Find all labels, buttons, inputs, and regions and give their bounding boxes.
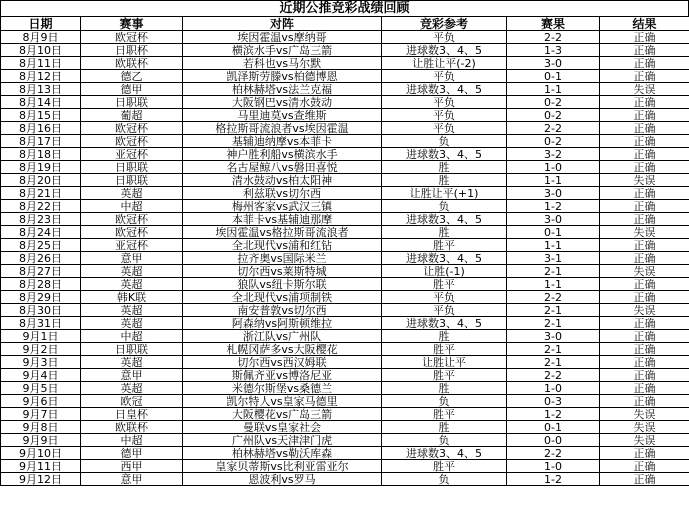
cell-competition: 日职联 <box>81 161 183 174</box>
cell-date: 8月22日 <box>1 200 81 213</box>
cell-match: 横滨水手vs广岛三箭 <box>183 44 382 57</box>
cell-outcome: 失误 <box>600 83 689 96</box>
table-row <box>1 369 689 382</box>
cell-competition: 欧冠 <box>81 395 183 408</box>
cell-recommendation: 让胜(-1) <box>382 265 507 278</box>
cell-date: 9月1日 <box>1 330 81 343</box>
table-row <box>1 70 689 83</box>
cell-date: 8月31日 <box>1 317 81 330</box>
cell-competition: 德甲 <box>81 447 183 460</box>
cell-recommendation: 胜 <box>382 226 507 239</box>
cell-outcome: 失误 <box>600 408 689 421</box>
cell-outcome: 正确 <box>600 356 689 369</box>
cell-competition: 欧冠杯 <box>81 31 183 44</box>
cell-outcome: 正确 <box>600 70 689 83</box>
cell-date: 8月19日 <box>1 161 81 174</box>
cell-match: 切尔西vs莱斯特城 <box>183 265 382 278</box>
cell-date: 9月6日 <box>1 395 81 408</box>
cell-competition: 亚冠杯 <box>81 148 183 161</box>
table-row <box>1 252 689 265</box>
cell-score: 0-2 <box>507 96 600 109</box>
cell-score: 3-2 <box>507 148 600 161</box>
cell-date: 9月7日 <box>1 408 81 421</box>
cell-date: 8月17日 <box>1 135 81 148</box>
cell-score: 2-2 <box>507 369 600 382</box>
cell-date: 8月14日 <box>1 96 81 109</box>
cell-outcome: 正确 <box>600 161 689 174</box>
cell-recommendation: 进球数3、4、5 <box>382 213 507 226</box>
table-body <box>1 31 689 486</box>
cell-recommendation: 胜平 <box>382 460 507 473</box>
cell-date: 9月8日 <box>1 421 81 434</box>
cell-match: 利兹联vs切尔西 <box>183 187 382 200</box>
cell-competition: 中超 <box>81 200 183 213</box>
cell-score: 1-3 <box>507 44 600 57</box>
table-row <box>1 31 689 44</box>
cell-outcome: 正确 <box>600 44 689 57</box>
cell-date: 8月28日 <box>1 278 81 291</box>
cell-date: 9月2日 <box>1 343 81 356</box>
cell-outcome: 失误 <box>600 421 689 434</box>
cell-outcome: 正确 <box>600 330 689 343</box>
cell-recommendation: 胜 <box>382 174 507 187</box>
cell-match: 拉齐奥vs国际米兰 <box>183 252 382 265</box>
cell-competition: 日皇杯 <box>81 408 183 421</box>
cell-score: 0-1 <box>507 226 600 239</box>
cell-recommendation: 让胜让平 <box>382 356 507 369</box>
cell-score: 1-0 <box>507 382 600 395</box>
cell-outcome: 正确 <box>600 317 689 330</box>
cell-recommendation: 平负 <box>382 96 507 109</box>
cell-match: 切尔西vs西汉姆联 <box>183 356 382 369</box>
cell-recommendation: 平负 <box>382 31 507 44</box>
cell-score: 2-2 <box>507 122 600 135</box>
cell-match: 浙江队vs广州队 <box>183 330 382 343</box>
cell-competition: 韩K联 <box>81 291 183 304</box>
cell-date: 8月30日 <box>1 304 81 317</box>
table-row <box>1 174 689 187</box>
cell-date: 8月23日 <box>1 213 81 226</box>
table-row <box>1 343 689 356</box>
cell-date: 8月25日 <box>1 239 81 252</box>
cell-recommendation: 负 <box>382 434 507 447</box>
cell-competition: 意甲 <box>81 369 183 382</box>
cell-score: 2-2 <box>507 447 600 460</box>
cell-score: 3-0 <box>507 57 600 70</box>
cell-date: 9月12日 <box>1 473 81 486</box>
cell-competition: 西甲 <box>81 460 183 473</box>
cell-date: 8月16日 <box>1 122 81 135</box>
column-header-date: 日期 <box>1 17 81 31</box>
cell-recommendation: 胜 <box>382 382 507 395</box>
cell-score: 2-2 <box>507 291 600 304</box>
cell-date: 9月11日 <box>1 460 81 473</box>
cell-competition: 欧联杯 <box>81 57 183 70</box>
cell-score: 1-2 <box>507 408 600 421</box>
cell-date: 8月27日 <box>1 265 81 278</box>
table-row <box>1 434 689 447</box>
cell-outcome: 失误 <box>600 434 689 447</box>
cell-competition: 欧冠杯 <box>81 213 183 226</box>
table-row <box>1 57 689 70</box>
cell-match: 米德尔斯堡vs桑德兰 <box>183 382 382 395</box>
cell-match: 柏林赫塔vs勒沃库森 <box>183 447 382 460</box>
cell-score: 1-1 <box>507 239 600 252</box>
cell-date: 9月4日 <box>1 369 81 382</box>
cell-match: 神户胜利船vs横滨水手 <box>183 148 382 161</box>
cell-match: 凯泽斯劳滕vs柏德博恩 <box>183 70 382 83</box>
table-row <box>1 96 689 109</box>
cell-competition: 英超 <box>81 304 183 317</box>
cell-recommendation: 负 <box>382 200 507 213</box>
column-header-outcome: 结果 <box>600 17 689 31</box>
cell-recommendation: 让胜让平(-2) <box>382 57 507 70</box>
column-header-score: 赛果 <box>507 17 600 31</box>
cell-outcome: 正确 <box>600 200 689 213</box>
cell-outcome: 失误 <box>600 304 689 317</box>
cell-match: 埃因霍温vs格拉斯哥流浪者 <box>183 226 382 239</box>
cell-match: 马里迪莫vs查维斯 <box>183 109 382 122</box>
cell-competition: 德甲 <box>81 83 183 96</box>
table-row <box>1 356 689 369</box>
cell-match: 名古屋鲸八vs磐田喜悦 <box>183 161 382 174</box>
cell-outcome: 失误 <box>600 174 689 187</box>
cell-competition: 英超 <box>81 356 183 369</box>
cell-match: 梅州客家vs武汉三镇 <box>183 200 382 213</box>
cell-recommendation: 进球数3、4、5 <box>382 148 507 161</box>
cell-score: 1-0 <box>507 460 600 473</box>
table-row <box>1 44 689 57</box>
table-row <box>1 265 689 278</box>
cell-outcome: 正确 <box>600 291 689 304</box>
cell-competition: 意甲 <box>81 252 183 265</box>
cell-date: 8月20日 <box>1 174 81 187</box>
cell-date: 9月9日 <box>1 434 81 447</box>
cell-outcome: 正确 <box>600 278 689 291</box>
cell-outcome: 正确 <box>600 135 689 148</box>
table-row <box>1 291 689 304</box>
cell-match: 格拉斯哥流浪者vs埃因霍温 <box>183 122 382 135</box>
cell-competition: 德乙 <box>81 70 183 83</box>
table-row <box>1 148 689 161</box>
cell-score: 0-1 <box>507 70 600 83</box>
cell-match: 札幌冈萨多vs大阪樱花 <box>183 343 382 356</box>
table-row <box>1 135 689 148</box>
cell-outcome: 正确 <box>600 369 689 382</box>
table-row <box>1 278 689 291</box>
cell-competition: 欧冠杯 <box>81 226 183 239</box>
cell-outcome: 正确 <box>600 460 689 473</box>
cell-date: 8月24日 <box>1 226 81 239</box>
cell-match: 基辅迪纳摩vs本菲卡 <box>183 135 382 148</box>
cell-score: 1-2 <box>507 200 600 213</box>
cell-score: 2-1 <box>507 317 600 330</box>
table-row <box>1 83 689 96</box>
cell-date: 8月18日 <box>1 148 81 161</box>
cell-recommendation: 进球数3、4、5 <box>382 447 507 460</box>
cell-score: 3-0 <box>507 187 600 200</box>
cell-outcome: 正确 <box>600 447 689 460</box>
cell-match: 全北现代vs浦和红钻 <box>183 239 382 252</box>
cell-match: 大阪樱花vs广岛三箭 <box>183 408 382 421</box>
cell-date: 8月21日 <box>1 187 81 200</box>
cell-match: 凯尔特人vs皇家马德里 <box>183 395 382 408</box>
cell-competition: 英超 <box>81 317 183 330</box>
cell-match: 阿森纳vs阿斯顿维拉 <box>183 317 382 330</box>
cell-match: 广州队vs天津津门虎 <box>183 434 382 447</box>
table-row <box>1 122 689 135</box>
table-row <box>1 200 689 213</box>
cell-competition: 意甲 <box>81 473 183 486</box>
cell-outcome: 正确 <box>600 187 689 200</box>
cell-match: 狼队vs纽卡斯尔联 <box>183 278 382 291</box>
cell-match: 若科也vs马尔默 <box>183 57 382 70</box>
cell-competition: 欧冠杯 <box>81 122 183 135</box>
cell-date: 8月10日 <box>1 44 81 57</box>
cell-date: 8月13日 <box>1 83 81 96</box>
cell-match: 曼联vs皇家社会 <box>183 421 382 434</box>
cell-match: 皇家贝蒂斯vs比利亚雷亚尔 <box>183 460 382 473</box>
cell-competition: 葡超 <box>81 109 183 122</box>
cell-outcome: 失误 <box>600 265 689 278</box>
cell-match: 南安普敦vs切尔西 <box>183 304 382 317</box>
cell-date: 8月29日 <box>1 291 81 304</box>
table-row <box>1 187 689 200</box>
table-row <box>1 460 689 473</box>
cell-score: 2-1 <box>507 356 600 369</box>
cell-competition: 英超 <box>81 382 183 395</box>
cell-outcome: 正确 <box>600 148 689 161</box>
cell-recommendation: 进球数3、4、5 <box>382 252 507 265</box>
cell-recommendation: 胜 <box>382 330 507 343</box>
cell-competition: 英超 <box>81 187 183 200</box>
cell-score: 1-1 <box>507 278 600 291</box>
table-row <box>1 382 689 395</box>
table-row <box>1 473 689 486</box>
cell-match: 斯佩齐亚vs博洛尼亚 <box>183 369 382 382</box>
cell-competition: 日职联 <box>81 343 183 356</box>
cell-date: 9月10日 <box>1 447 81 460</box>
cell-outcome: 正确 <box>600 473 689 486</box>
cell-date: 9月3日 <box>1 356 81 369</box>
cell-recommendation: 胜平 <box>382 278 507 291</box>
cell-score: 1-0 <box>507 161 600 174</box>
cell-recommendation: 平负 <box>382 122 507 135</box>
sheet-title: 近期公推竞彩战绩回顾 <box>0 0 689 17</box>
cell-date: 8月11日 <box>1 57 81 70</box>
table-row <box>1 109 689 122</box>
cell-date: 8月15日 <box>1 109 81 122</box>
cell-score: 2-2 <box>507 31 600 44</box>
cell-match: 恩波利vs罗马 <box>183 473 382 486</box>
cell-recommendation: 负 <box>382 135 507 148</box>
cell-score: 1-2 <box>507 473 600 486</box>
column-header-recommendation: 竞彩参考 <box>382 17 507 31</box>
cell-recommendation: 胜 <box>382 421 507 434</box>
cell-score: 0-3 <box>507 395 600 408</box>
cell-outcome: 正确 <box>600 109 689 122</box>
cell-match: 本菲卡vs基辅迪那摩 <box>183 213 382 226</box>
cell-recommendation: 负 <box>382 473 507 486</box>
cell-score: 1-1 <box>507 83 600 96</box>
cell-recommendation: 胜 <box>382 161 507 174</box>
cell-date: 8月12日 <box>1 70 81 83</box>
cell-outcome: 正确 <box>600 122 689 135</box>
cell-recommendation: 平负 <box>382 291 507 304</box>
cell-score: 1-1 <box>507 174 600 187</box>
cell-recommendation: 平负 <box>382 304 507 317</box>
cell-competition: 日职联 <box>81 96 183 109</box>
table-row <box>1 395 689 408</box>
cell-outcome: 正确 <box>600 213 689 226</box>
table-row <box>1 330 689 343</box>
cell-outcome: 正确 <box>600 57 689 70</box>
table-row <box>1 408 689 421</box>
cell-date: 8月26日 <box>1 252 81 265</box>
cell-outcome: 正确 <box>600 252 689 265</box>
cell-outcome: 正确 <box>600 239 689 252</box>
table-row <box>1 317 689 330</box>
table-row <box>1 226 689 239</box>
cell-recommendation: 平负 <box>382 109 507 122</box>
cell-score: 0-0 <box>507 434 600 447</box>
cell-score: 2-1 <box>507 343 600 356</box>
table-row <box>1 239 689 252</box>
cell-score: 3-0 <box>507 213 600 226</box>
table-row <box>1 213 689 226</box>
results-table <box>0 16 689 486</box>
cell-date: 9月5日 <box>1 382 81 395</box>
table-row <box>1 421 689 434</box>
cell-score: 2-1 <box>507 304 600 317</box>
cell-outcome: 正确 <box>600 31 689 44</box>
cell-score: 3-0 <box>507 330 600 343</box>
cell-score: 0-1 <box>507 421 600 434</box>
cell-recommendation: 进球数3、4、5 <box>382 317 507 330</box>
cell-score: 2-1 <box>507 265 600 278</box>
cell-match: 埃因霍温vs摩纳哥 <box>183 31 382 44</box>
cell-recommendation: 胜平 <box>382 343 507 356</box>
cell-outcome: 正确 <box>600 395 689 408</box>
cell-competition: 日职联 <box>81 174 183 187</box>
cell-outcome: 正确 <box>600 96 689 109</box>
cell-competition: 中超 <box>81 330 183 343</box>
cell-recommendation: 进球数3、4、5 <box>382 44 507 57</box>
cell-competition: 欧联杯 <box>81 421 183 434</box>
cell-competition: 日职杯 <box>81 44 183 57</box>
header-row <box>1 17 689 31</box>
cell-competition: 英超 <box>81 265 183 278</box>
column-header-competition: 赛事 <box>81 17 183 31</box>
cell-recommendation: 胜平 <box>382 369 507 382</box>
cell-outcome: 正确 <box>600 382 689 395</box>
table-row <box>1 304 689 317</box>
cell-match: 大阪钢巴vs清水鼓动 <box>183 96 382 109</box>
cell-match: 清水鼓动vs柏太阳神 <box>183 174 382 187</box>
cell-competition: 亚冠杯 <box>81 239 183 252</box>
cell-recommendation: 平负 <box>382 70 507 83</box>
cell-outcome: 正确 <box>600 343 689 356</box>
cell-score: 3-1 <box>507 252 600 265</box>
table-row <box>1 161 689 174</box>
cell-outcome: 失误 <box>600 226 689 239</box>
cell-match: 全北现代vs浦项制铁 <box>183 291 382 304</box>
cell-competition: 英超 <box>81 278 183 291</box>
cell-recommendation: 负 <box>382 395 507 408</box>
cell-competition: 中超 <box>81 434 183 447</box>
cell-recommendation: 让胜让平(+1) <box>382 187 507 200</box>
cell-recommendation: 进球数3、4、5 <box>382 83 507 96</box>
cell-score: 0-2 <box>507 109 600 122</box>
cell-recommendation: 胜平 <box>382 408 507 421</box>
column-header-match: 对阵 <box>183 17 382 31</box>
table-row <box>1 447 689 460</box>
cell-recommendation: 胜平 <box>382 239 507 252</box>
cell-match: 柏林赫塔vs法兰克福 <box>183 83 382 96</box>
cell-score: 0-2 <box>507 135 600 148</box>
cell-date: 8月9日 <box>1 31 81 44</box>
cell-competition: 欧冠杯 <box>81 135 183 148</box>
